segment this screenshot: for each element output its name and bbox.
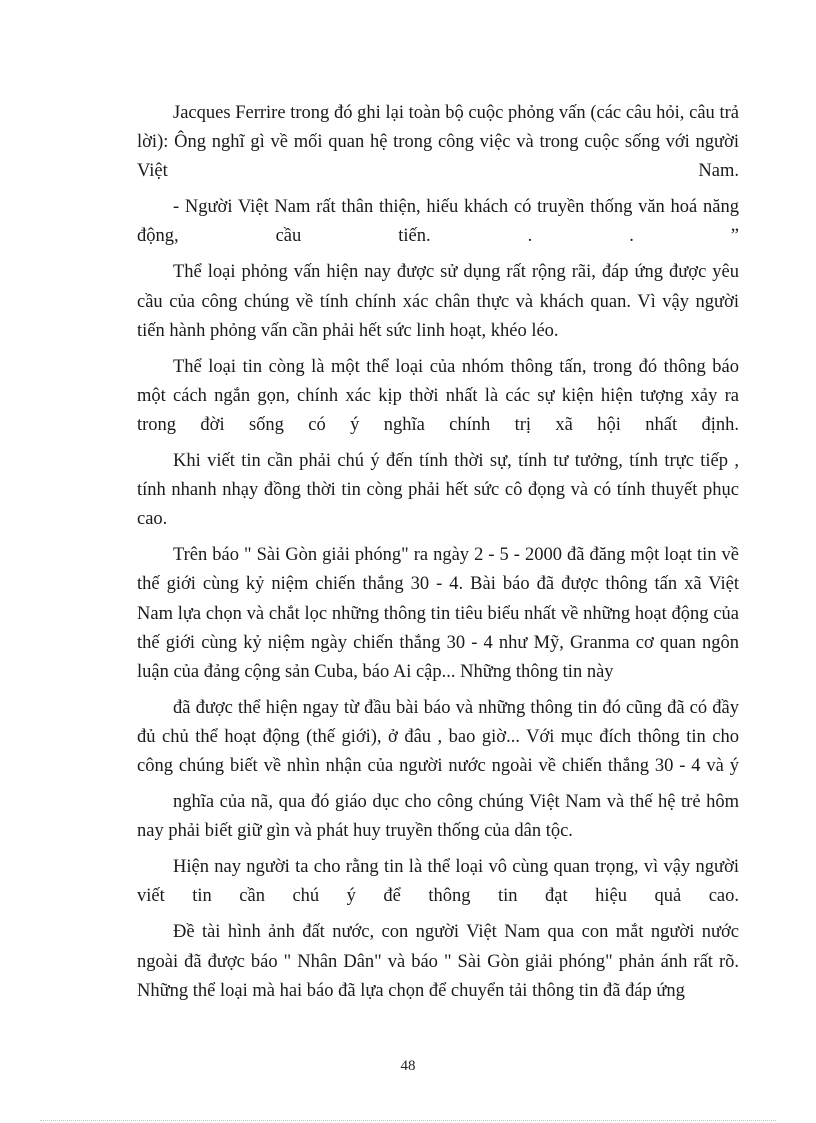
paragraph-3: Thể loại phỏng vấn hiện nay được sử dụng rất rộng rãi, đáp ứng được yêu cầu của công chúng về tính chính xác chân thực và khách quan. Vì vậy người tiến hành phỏng vấn cần phải hết sức linh hoạt, khéo léo. xyxy=(137,262,739,341)
paragraph-1: Jacques Ferrire trong đó ghi lại toàn bộ cuộc phỏng vấn (các câu hỏi, câu trả lời): Ông nghĩ gì về mối quan hệ trong công việc và trong cuộc sống với người Việt Nam. xyxy=(137,103,739,182)
paragraph-8: nghĩa của nã, qua đó giáo dục cho công chúng Việt Nam và thế hệ trẻ hôm nay phải biết giữ gìn và phát huy truyền thống của dân tộc. xyxy=(137,792,739,842)
page-number: 48 xyxy=(400,1058,416,1074)
paragraph-2: - Người Việt Nam rất thân thiện, hiếu khách có truyền thống văn hoá năng động, cầu tiến. . . ” xyxy=(137,197,739,247)
page-bottom-divider xyxy=(40,1120,776,1121)
paragraph-10: Đề tài hình ảnh đất nước, con người Việt Nam qua con mắt người nước ngoài đã được báo " Nhân Dân" và báo " Sài Gòn giải phóng" phản ánh rất rõ. Những thể loại mà hai báo đã lựa chọn để chuyển tải thông tin đã đáp ứng xyxy=(137,922,739,1001)
paragraph-9: Hiện nay người ta cho rằng tin là thể loại vô cùng quan trọng, vì vậy người viết tin cần chú ý để thông tin đạt hiệu quả cao. xyxy=(137,857,739,907)
paragraph-5: Khi viết tin cần phải chú ý đến tính thời sự, tính tư tưởng, tính trực tiếp , tính nhanh nhạy đồng thời tin còng phải hết sức cô đọng và có tính thuyết phục cao. xyxy=(137,451,739,530)
paragraph-6: Trên báo " Sài Gòn giải phóng" ra ngày 2 - 5 - 2000 đã đăng một loạt tin về thế giới cùng kỷ niệm chiến thắng 30 - 4. Bài báo đã được thông tấn xã Việt Nam lựa chọn và chắt lọc những thông tin tiêu biểu nhất về những hoạt động của thế giới cùng kỷ niệm ngày chiến thắng 30 - 4 như Mỹ, Granma cơ quan ngôn luận của đảng cộng sản Cuba, báo Ai cập... Những thông tin này xyxy=(137,545,739,682)
body-text xyxy=(137,99,739,1013)
paragraph-4: Thể loại tin còng là một thể loại của nhóm thông tấn, trong đó thông báo một cách ngắn gọn, chính xác kịp thời nhất là các sự kiện hiện tượng xảy ra trong đời sống có ý nghĩa chính trị xã hội nhất định. xyxy=(137,356,739,435)
paragraph-7: đã được thể hiện ngay từ đầu bài báo và những thông tin đó cũng đã có đầy đủ chủ thể hoạt động (thế giới), ở đâu , bao giờ... Với mục đích thông tin cho công chúng biết về nhìn nhận của người nước ngoài về chiến thắng 30 - 4 và ý xyxy=(137,697,739,776)
